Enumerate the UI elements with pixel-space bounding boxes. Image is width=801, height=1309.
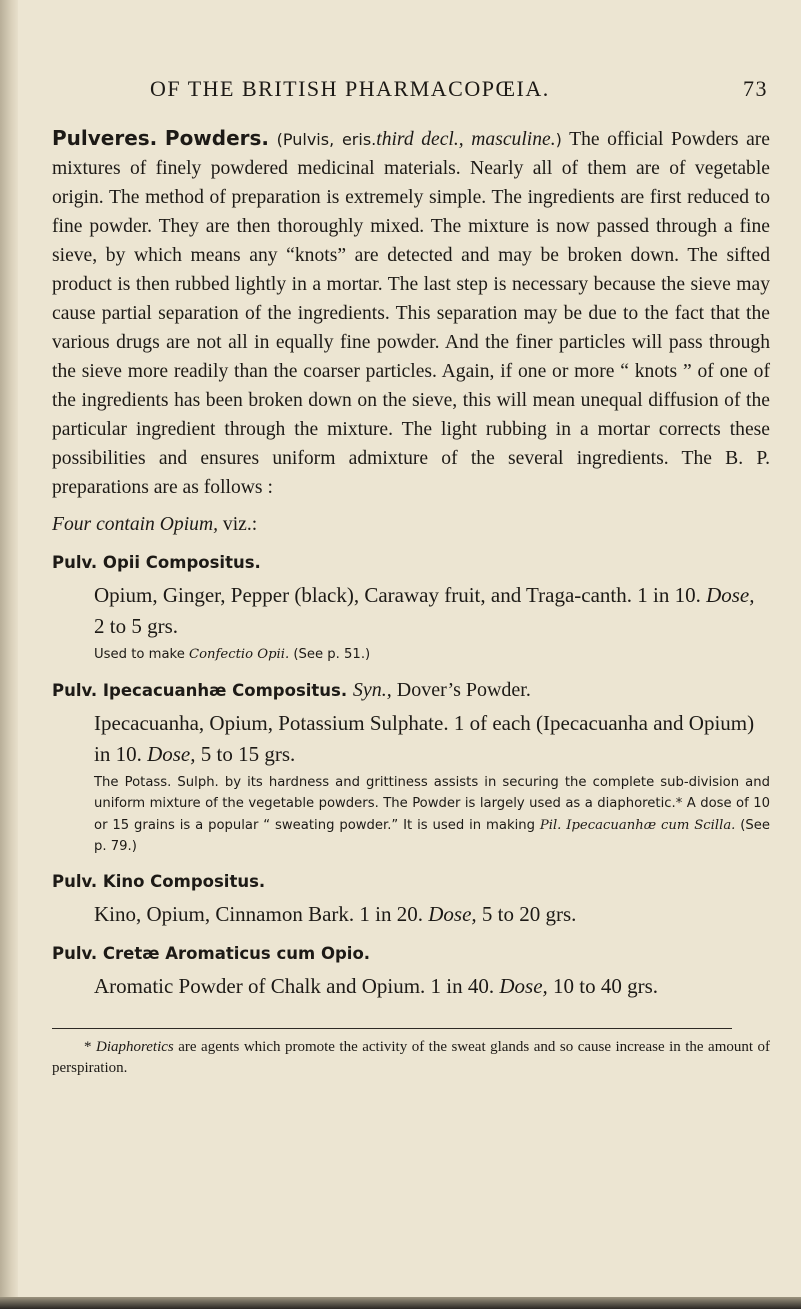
footnote (52, 1037, 770, 1079)
ingredients: Opium, Ginger, Pepper (black), Caraway fruit, and Traga-canth. 1 in 10. (94, 583, 701, 607)
syn-label: Syn., (352, 678, 392, 701)
preparation-title: Pulv. Ipecacuanhæ Compositus. (52, 680, 348, 700)
preparation-title: Pulv. Kino Compositus. (52, 871, 266, 891)
latin-title: Pulveres. (52, 126, 158, 150)
dose-value: 10 to 40 grs. (547, 973, 659, 998)
note-text: The Potass. Sulph. by its hardness and grittiness assists in securing the complete sub-division and uniform mixture of the vegetable powders. The Powder is largely used as a diaphoretic.* A dose of 10 or 15 grains is a popular “ sweating powder.” It is used in making (94, 774, 770, 833)
footnote-italic: Diaphoretics (95, 1038, 174, 1055)
page-number: 73 (743, 76, 768, 101)
preparation-note (52, 644, 770, 666)
note-text: Used to make (94, 647, 190, 662)
preparation-ipecacuanhae (52, 676, 770, 858)
note-italic: Pil. Ipecacuanhæ cum Scilla. (539, 817, 736, 833)
dose-label: Dose, (147, 741, 196, 766)
footnote-rule (52, 1028, 732, 1029)
preparation-body (52, 580, 770, 642)
running-head (150, 76, 790, 106)
preparation-opii (52, 549, 770, 666)
dose-value: 2 to 5 grs. (94, 614, 178, 638)
ingredients: Aromatic Powder of Chalk and Opium. 1 in 40. (94, 973, 495, 998)
intro-paragraph: The official Powders are mixtures of finely powdered medicinal materials. Nearly all of them are of vegetable origin. The method of preparation is extremely simple. The ingredients are first reduced to fine powder. They are then thoroughly mixed. The mixture is now passed through a fine sieve, by which means any “knots” are detected and may be broken down. The sifted product is then rubbed lightly in a mortar. The last step is necessary because the sieve may cause partial separation of the ingredients. This separation may be due to the fact that the various drugs are not all in equally fine powder. And the finer particles will pass through the sieve more readily than the coarser particles. Again, if one or more “ knots ” of one of the ingredients has been broken down on the sieve, this will mean unequal diffusion of the particular ingredient through the mixture. The light rubbing in a mortar corrects these possibilities and ensures uniform admixture of the several ingredients. The B. P. preparations are as follows : (52, 129, 770, 498)
page-body (52, 124, 770, 1079)
section-heading (52, 124, 770, 502)
subheading-rest: viz.: (218, 514, 258, 535)
preparation-body (52, 971, 770, 1002)
note-italic: Confectio Opii. (189, 647, 290, 662)
preparation-title-line (52, 676, 770, 705)
grammar-italic: third decl., masculine. (376, 129, 556, 150)
page-gutter-shadow (0, 0, 18, 1309)
preparation-body (52, 899, 770, 930)
ingredients: Ipecacuanha, Opium, Potassium Sulphate. 1 of each (Ipecacuanha and Opium) in 10. (94, 710, 755, 766)
preparation-note (52, 772, 770, 858)
ingredients: Kino, Opium, Cinnamon Bark. 1 in 20. (94, 901, 423, 926)
dose-label: Dose, (499, 973, 548, 998)
dose-label: Dose, (706, 583, 755, 607)
subheading-italic: Four contain Opium, (52, 514, 218, 535)
grammar-open: (Pulvis, eris. (276, 130, 377, 149)
dose-value: 5 to 15 grs. (195, 741, 296, 766)
note-ref: (See p. 79.) (94, 817, 771, 854)
english-title: Powders. (164, 126, 270, 150)
syn-value: Dover’s Powder. (391, 678, 531, 701)
preparation-title: Pulv. Opii Compositus. (52, 553, 261, 572)
preparation-title: Pulv. Cretæ Aromaticus cum Opio. (52, 943, 371, 963)
preparation-body (52, 708, 770, 770)
footnote-text: are agents which promote the activity of the sweat glands and so cause increase in the amount of perspiration. (52, 1038, 771, 1076)
dose-value: 5 to 20 grs. (476, 901, 577, 926)
page-bottom-edge (0, 1297, 801, 1309)
running-head-title: OF THE BRITISH PHARMACOPŒIA. (150, 76, 550, 101)
grammar-close: ) (555, 130, 562, 149)
dose-label: Dose, (428, 901, 477, 926)
note-ref: (See p. 51.) (289, 647, 371, 662)
subheading (52, 510, 770, 539)
preparation-cretae (52, 940, 770, 1002)
preparation-kino (52, 868, 770, 930)
footnote-marker: * (84, 1038, 92, 1055)
